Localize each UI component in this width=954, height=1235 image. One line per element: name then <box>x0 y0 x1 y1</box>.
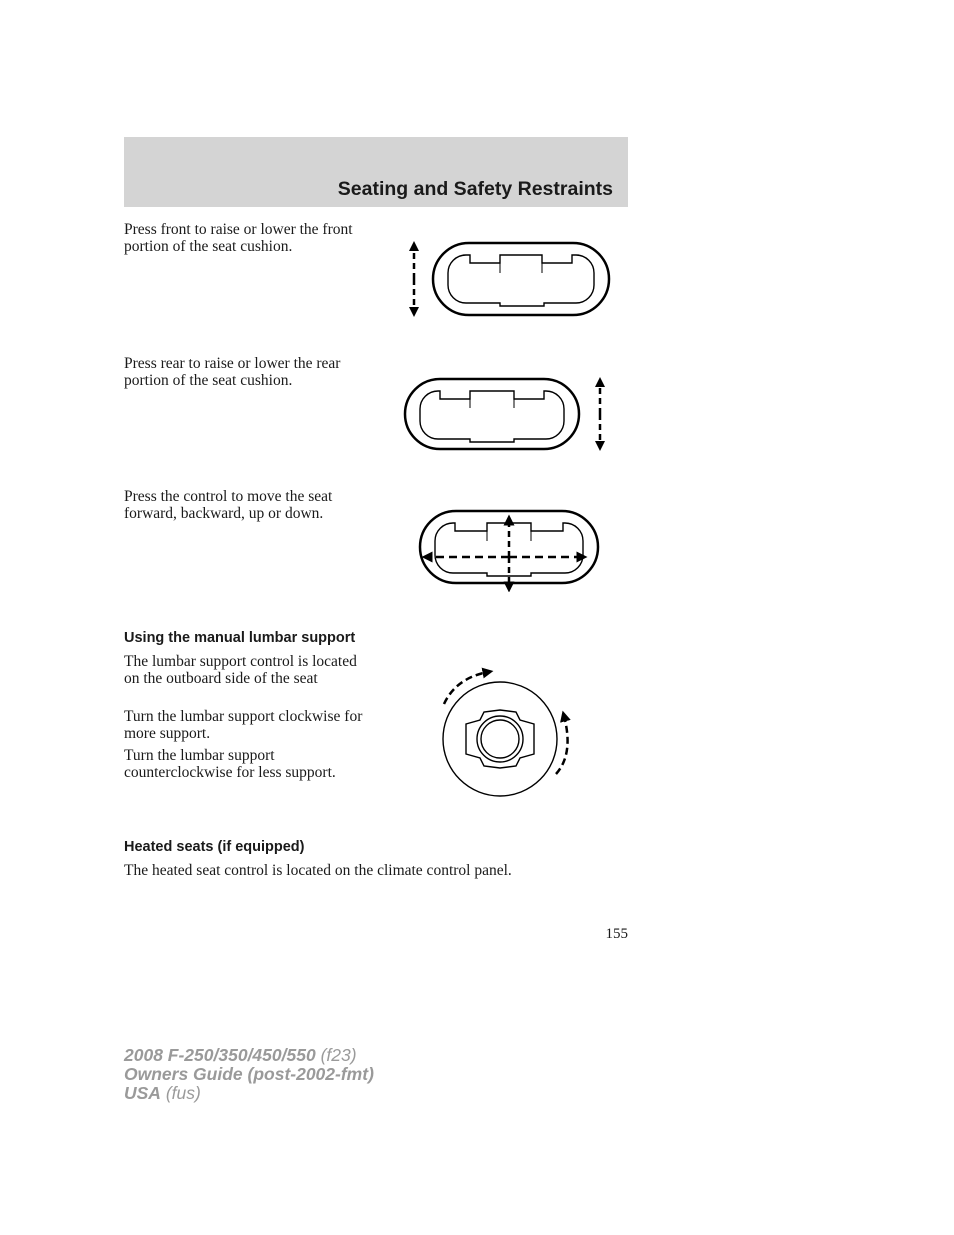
lumbar-counterclockwise-text: Turn the lumbar support counterclockwise for less support. <box>124 747 336 781</box>
front-cushion-control-illustration <box>400 236 615 322</box>
whole-seat-control-illustration <box>410 506 610 592</box>
section-title: Seating and Safety Restraints <box>337 178 613 200</box>
section-header-band <box>124 137 628 207</box>
rear-cushion-instruction: Press rear to raise or lower the rear portion of the seat cushion. <box>124 355 341 389</box>
rear-cushion-control-illustration <box>400 374 615 454</box>
page-number: 155 <box>605 926 628 942</box>
lumbar-heading: Using the manual lumbar support <box>124 630 356 646</box>
document-footer <box>124 1046 374 1103</box>
front-cushion-instruction: Press front to raise or lower the front portion of the seat cushion. <box>124 221 353 255</box>
heated-seats-heading: Heated seats (if equipped) <box>124 839 305 855</box>
footer-line-guide: Owners Guide (post-2002-fmt) <box>124 1064 374 1084</box>
lumbar-location-text: The lumbar support control is located on the outboard side of the seat <box>124 653 357 687</box>
lumbar-clockwise-text: Turn the lumbar support clockwise for more support. <box>124 708 363 742</box>
footer-line-model: 2008 F-250/350/450/550 (f23) <box>124 1045 357 1065</box>
footer-line-market: USA (fus) <box>124 1083 201 1103</box>
heated-seats-text: The heated seat control is located on the climate control panel. <box>124 862 512 879</box>
whole-seat-instruction: Press the control to move the seat forward, backward, up or down. <box>124 488 333 522</box>
lumbar-knob-illustration <box>430 660 590 806</box>
